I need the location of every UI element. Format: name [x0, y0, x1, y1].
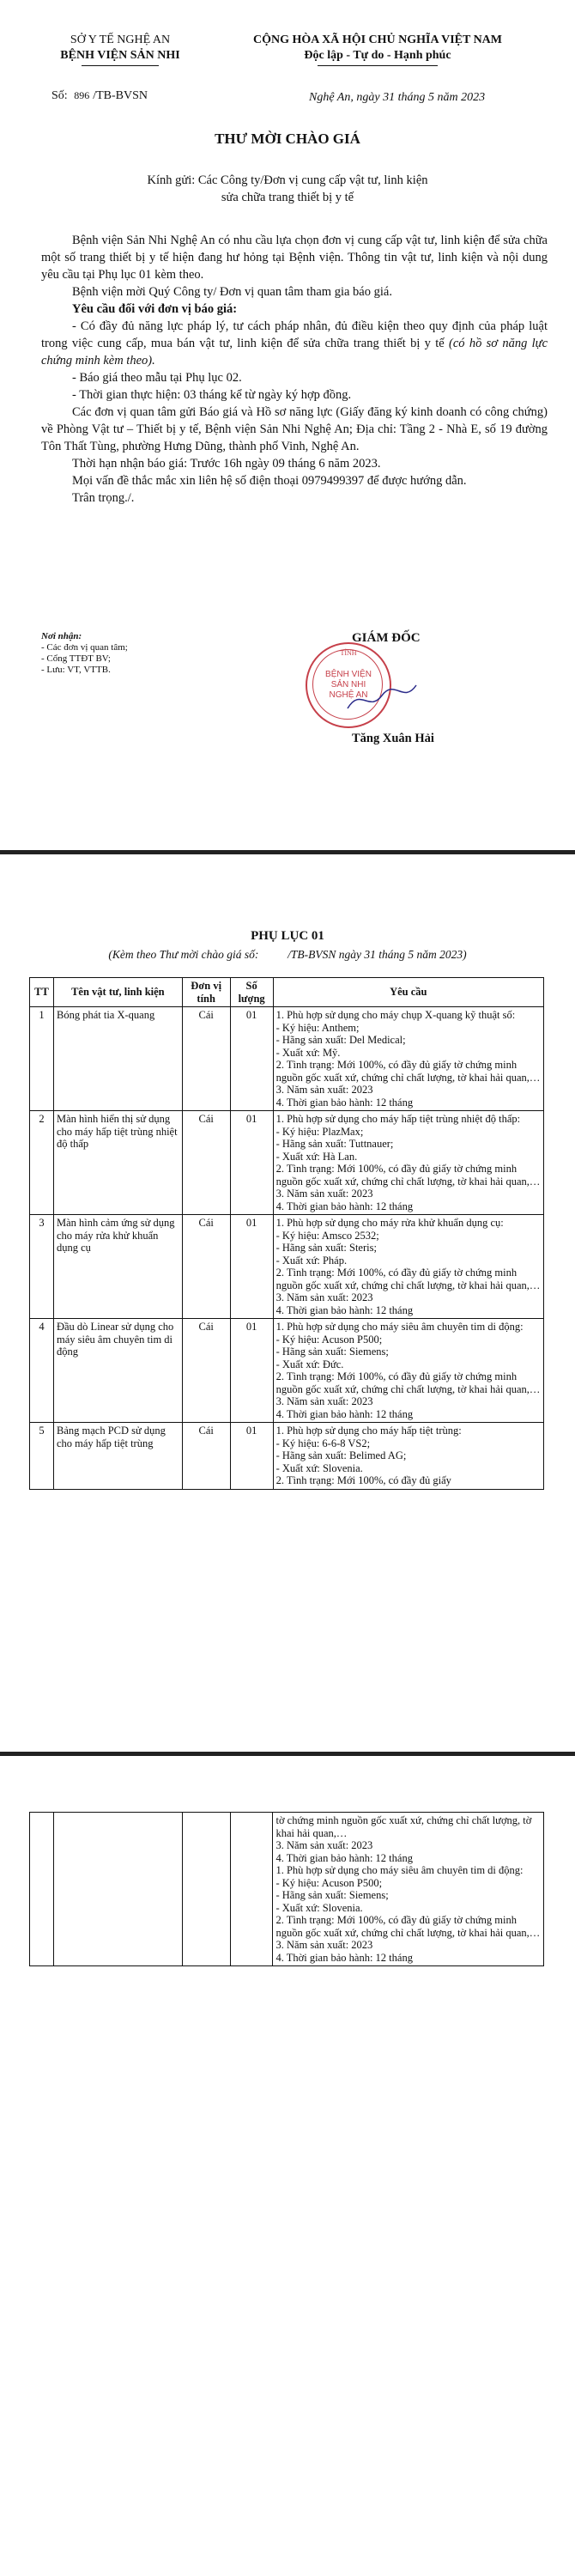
recipient-item: - Các đơn vị quan tâm;: [41, 642, 128, 653]
col-header-requirements: Yêu cầu: [273, 978, 543, 1007]
issuer-block: [34, 33, 206, 64]
requirement-line: 2. Tình trạng: Mới 100%, có đầy đủ giấy tờ chứng minh nguồn gốc xuất xứ, chứng chỉ chất lượng, tờ khai hải quan,…: [275, 1914, 541, 1939]
page-3: [0, 1760, 575, 2576]
row-number: 3: [30, 1215, 54, 1319]
recipients-label: Nơi nhận:: [41, 631, 82, 641]
items-table: [29, 977, 544, 1490]
requirement-line: 3. Năm sản xuất: 2023: [275, 1291, 373, 1303]
item-quantity: 01: [230, 1319, 273, 1423]
issuer-underline: [82, 65, 159, 66]
requirement-line: - Hãng sản xuất: Siemens;: [275, 1889, 389, 1901]
item-unit: Cái: [182, 1423, 230, 1490]
table-row: [30, 1215, 544, 1319]
motto: Độc lập - Tự do - Hạnh phúc: [304, 49, 451, 62]
hospital-name: BỆNH VIỆN SẢN NHI: [60, 49, 180, 62]
recipients-list: [41, 631, 128, 676]
requirement-line: 4. Thời gian bảo hành: 12 tháng: [275, 1951, 413, 1964]
page-separator: [0, 850, 575, 854]
requirement-line: 1. Phù hợp sử dụng cho máy rửa khử khuẩn dụng cụ:: [275, 1217, 504, 1229]
para-4: Thời hạn nhận báo giá: Trước 16h ngày 09 tháng 6 năm 2023.: [72, 457, 381, 471]
requirements-cell: [273, 1215, 543, 1319]
recipient-item: - Cổng TTĐT BV;: [41, 653, 111, 664]
para-1: Bệnh viện Sản Nhi Nghệ An có nhu cầu lựa chọn đơn vị cung cấp vật tư, linh kiện để sửa chữa một số trang thiết bị y tế hiện đang hư hỏng tại Bệnh viện. Thông tin vật tư, linh kiện và nội dung yêu cầu tại Phụ lục 01 kèm theo.: [41, 234, 548, 282]
requirement-line: - Xuất xứ: Pháp.: [275, 1254, 348, 1267]
page-separator: [0, 1752, 575, 1756]
ministry-name: SỞ Y TẾ NGHỆ AN: [70, 33, 171, 46]
requirement-line: 3. Năm sản xuất: 2023: [275, 1395, 373, 1407]
page-2: [0, 859, 575, 1747]
col-header-name: Tên vật tư, linh kiện: [53, 978, 182, 1007]
item-quantity: 01: [230, 1423, 273, 1490]
table-row: [30, 1319, 544, 1423]
item-name: Đầu dò Linear sử dụng cho máy siêu âm chuyên tim di động: [53, 1319, 182, 1423]
table-header-row: [30, 978, 544, 1007]
requirement-line: - Hãng sản xuất: Siemens;: [275, 1346, 389, 1358]
table-row: [30, 1423, 544, 1490]
requirement-line: - Hãng sản xuất: Del Medical;: [275, 1034, 406, 1046]
item-quantity: 01: [230, 1007, 273, 1111]
item-name: Màn hình hiển thị sử dụng cho máy hấp tiệt trùng nhiệt độ thấp: [53, 1111, 182, 1215]
requirement-line: - Xuất xứ: Slovenia.: [275, 1461, 363, 1474]
requirements-cell: [273, 1423, 543, 1490]
requirement-line: 2. Tình trạng: Mới 100%, có đầy đủ giấy tờ chứng minh nguồn gốc xuất xứ, chứng chỉ chất lượng, tờ khai hải quan,…: [275, 1059, 541, 1084]
requirements-cell: [273, 1007, 543, 1111]
motto-underline: [318, 65, 438, 66]
recipient-item: - Lưu: VT, VTTB.: [41, 665, 111, 675]
col-header-unit: Đơn vị tính: [182, 978, 230, 1007]
table-row: [30, 1813, 544, 1966]
requirement-line: - Hãng sản xuất: Belimed AG;: [275, 1449, 407, 1461]
requirements-heading: Yêu cầu đối với đơn vị báo giá:: [72, 302, 238, 316]
requirement-line: 4. Thời gian bảo hành: 12 tháng: [275, 1096, 414, 1109]
requirement-line: 4. Thời gian bảo hành: 12 tháng: [275, 1407, 414, 1420]
row-number: 5: [30, 1423, 54, 1490]
requirement-3: - Thời gian thực hiện: 03 tháng kể từ ngày ký hợp đồng.: [72, 388, 352, 402]
item-unit: Cái: [182, 1007, 230, 1111]
signature-title: GIÁM ĐỐC: [352, 631, 421, 645]
doc-number-value: 896: [74, 89, 90, 101]
requirement-line: 3. Năm sản xuất: 2023: [275, 1939, 373, 1951]
item-name: Màn hình cảm ứng sử dụng cho máy rửa khử khuẩn dụng cụ: [53, 1215, 182, 1319]
requirement-line: - Hãng sản xuất: Steris;: [275, 1242, 377, 1254]
item-quantity: 01: [230, 1215, 273, 1319]
requirement-line: 1. Phù hợp sử dụng cho máy hấp tiệt trùng nhiệt độ thấp:: [275, 1113, 521, 1125]
official-stamp: TỈNH BỆNH VIỆN SẢN NHI NGHỆ AN: [306, 642, 391, 728]
requirement-line: - Ký hiệu: Anthem;: [275, 1021, 360, 1034]
col-header-qty: Số lượng: [230, 978, 273, 1007]
requirement-line: - Ký hiệu: PlazMax;: [275, 1125, 364, 1138]
requirement-line: 2. Tình trạng: Mới 100%, có đầy đủ giấy tờ chứng minh nguồn gốc xuất xứ, chứng chỉ chất lượng, tờ khai hải quan,…: [275, 1267, 541, 1291]
requirement-line: - Xuất xứ: Slovenia.: [275, 1901, 363, 1914]
appendix-title: PHỤ LỤC 01: [251, 929, 324, 943]
item-unit: Cái: [182, 1319, 230, 1423]
requirement-1: - Có đầy đủ năng lực pháp lý, tư cách pháp nhân, đủ điều kiện theo quy định của pháp luật trong việc cung cấp, mua bán vật tư, linh kiện để sửa chữa trang thiết bị y tế (có hồ sơ năng lực chứng minh kèm theo).: [41, 319, 548, 368]
col-header-tt: TT: [30, 978, 54, 1007]
requirement-line: 4. Thời gian bảo hành: 12 tháng: [275, 1303, 414, 1316]
place-date: Nghệ An, ngày 31 tháng 5 năm 2023: [309, 91, 486, 104]
requirement-2: - Báo giá theo mẫu tại Phụ lục 02.: [72, 371, 242, 385]
row-number: 2: [30, 1111, 54, 1215]
requirement-line: - Ký hiệu: 6-6-8 VS2;: [275, 1437, 371, 1449]
requirement-line: 3. Năm sản xuất: 2023: [275, 1188, 373, 1200]
requirement-line: - Ký hiệu: Acuson P500;: [275, 1333, 383, 1346]
items-table-continuation: [29, 1812, 544, 1966]
requirement-line: 4. Thời gian bảo hành: 12 tháng: [275, 1851, 413, 1864]
requirements-cell: [273, 1319, 543, 1423]
requirements-cell: [273, 1813, 544, 1966]
recipient: Kính gửi: Các Công ty/Đơn vị cung cấp vật tư, linh kiện sửa chữa trang thiết bị y tế: [147, 173, 428, 204]
table-row: [30, 1111, 544, 1215]
requirement-line: 4. Thời gian bảo hành: 12 tháng: [275, 1200, 414, 1212]
requirement-line: - Ký hiệu: Acuson P500;: [275, 1876, 383, 1889]
requirement-line: 2. Tình trạng: Mới 100%, có đầy đủ giấy tờ chứng minh nguồn gốc xuất xứ, chứng chỉ chất lượng, tờ khai hải quan,…: [275, 1163, 541, 1188]
item-unit: Cái: [182, 1111, 230, 1215]
requirement-line: 1. Phù hợp sử dụng cho máy hấp tiệt trùng:: [275, 1425, 462, 1437]
page-1: [0, 0, 575, 846]
item-name: Bảng mạch PCD sử dụng cho máy hấp tiệt trùng: [53, 1423, 182, 1490]
requirement-line: tờ chứng minh nguồn gốc xuất xứ, chứng chỉ chất lượng, tờ khai hải quan,…: [275, 1814, 532, 1839]
closing: Trân trọng./.: [72, 491, 135, 505]
requirement-line: - Xuất xứ: Mỹ.: [275, 1046, 341, 1059]
para-2: Bệnh viện mời Quý Công ty/ Đơn vị quan tâm tham gia báo giá.: [72, 285, 392, 299]
requirement-line: - Xuất xứ: Hà Lan.: [275, 1150, 358, 1163]
item-unit: Cái: [182, 1215, 230, 1319]
doc-number: Số: 896 /TB-BVSN: [51, 89, 148, 102]
item-name: Bóng phát tia X-quang: [53, 1007, 182, 1111]
requirements-cell: [273, 1111, 543, 1215]
item-quantity: 01: [230, 1111, 273, 1215]
requirement-line: 3. Năm sản xuất: 2023: [275, 1839, 373, 1851]
requirement-line: 1. Phù hợp sử dụng cho máy siêu âm chuyên tim di động:: [275, 1864, 524, 1876]
requirement-line: 2. Tình trạng: Mới 100%, có đầy đủ giấy: [275, 1474, 451, 1486]
table-row: [30, 1007, 544, 1111]
requirement-line: - Hãng sản xuất: Tuttnauer;: [275, 1138, 394, 1150]
requirement-line: - Ký hiệu: Amsco 2532;: [275, 1229, 379, 1242]
requirement-line: - Xuất xứ: Đức.: [275, 1358, 344, 1370]
para-5: Mọi vấn đề thắc mắc xin liên hệ số điện thoại 0979499397 để được hướng dẫn.: [72, 474, 467, 488]
requirement-line: 1. Phù hợp sử dụng cho máy siêu âm chuyên tim di động:: [275, 1321, 524, 1333]
requirement-line: 3. Năm sản xuất: 2023: [275, 1084, 373, 1096]
para-3: Các đơn vị quan tâm gửi Báo giá và Hồ sơ năng lực (Giấy đăng ký kinh doanh có công chứng) về Phòng Vật tư – Thiết bị y tế, Bệnh viện Sản Nhi Nghệ An; Địa chỉ: Tầng 2 - Nhà E, số 19 đường Tôn Thất Tùng, phường Hưng Dũng, thành phố Vinh, Nghệ An.: [41, 405, 548, 453]
letter-body: [41, 232, 548, 507]
signature-scribble: [343, 678, 421, 721]
country-name: CỘNG HÒA XÃ HỘI CHỦ NGHĨA VIỆT NAM: [252, 33, 502, 46]
requirement-line: 2. Tình trạng: Mới 100%, có đầy đủ giấy tờ chứng minh nguồn gốc xuất xứ, chứng chỉ chất lượng, tờ khai hải quan,…: [275, 1370, 541, 1395]
appendix-subtitle: (Kèm theo Thư mời chào giá số: /TB-BVSN ngày 31 tháng 5 năm 2023): [108, 948, 467, 961]
letter-title: THƯ MỜI CHÀO GIÁ: [215, 131, 360, 147]
national-header: [215, 33, 541, 64]
signer-name: Tăng Xuân Hải: [352, 732, 434, 745]
row-number: 1: [30, 1007, 54, 1111]
row-number: 4: [30, 1319, 54, 1423]
requirement-line: 1. Phù hợp sử dụng cho máy chụp X-quang kỹ thuật số:: [275, 1009, 516, 1021]
